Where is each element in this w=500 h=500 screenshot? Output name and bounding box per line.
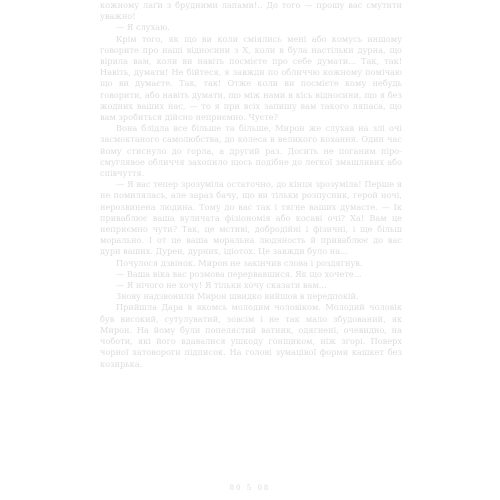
page-number: 80 5 08 xyxy=(229,484,271,492)
paragraph: Почулося дзвінок. Мирон не закінчив слова і роздягнув. xyxy=(116,257,363,268)
body-text xyxy=(100,0,402,370)
paragraph: кожному лаґи з брудними лапами!.. До того — прошу вас смутити уважно! xyxy=(100,0,402,22)
paragraph: Крім того, як що ви коли сміялись мені або комусь иншому говорите про наші відносини з Х, коли в була настільки дурна, що вірила вам, коли ви навіть посмієте про себе думати... Так, так! Навіть, думати! Не бійтеся, я завжди по обличчю кожному помічаю що ви думаєте. Так, так! Отже коли ви посмієте кому небудь говорити, або навіть думати, що між нами в кісь відносини, що я без жодних ваших нас, — то я при всіх запишу вам такого ляпаса, що вам зробиться дійсно неприємно. Чуєте? xyxy=(100,33,402,123)
paragraph: — Ваша віка вас розмова перервавшися. Як що хочете... xyxy=(116,268,362,279)
paragraph: Прийшла Дара в якомсь молодим чоловіком. Молодий чоловік був високий, сутулуватий, зовсім і не так мало збудований, як Мирон. На йому були попелястий ватник, одягнені, очевидно, на чоботи, які його вдавалися ушкоду гонщиком, ніж згорі. Поверх чорної хатовороги підписок. На голові зумацівої форми кашкет без козирька. xyxy=(100,302,402,369)
paragraph: — Я нічого не хочу! Я тільки хочу сказати вам... xyxy=(116,280,327,291)
paragraph: Знову надзвонили Мирон швидко вийшов в передпокій. xyxy=(116,291,359,302)
paragraph: — Я вас тепер зрозуміла остаточно, до кінця зрозуміла! Перше я не помилялась, але зараз бачу, що ви тільки розпусник, герой ночі, нерозвинена людина. Тому до вас так і тягне ваших думасте. — Ік приваблює ваша вуличата фізіономія або косаві очі? Ха! Вам це неприємно чути? Так, це мстиві, добродійні і фізичні, і ще більш морально. І от це ваша моральна людяность й приваблює до вас дурн ваших. Дурен, дурних, ідіотох. Це завжди було на... xyxy=(100,179,402,257)
paragraph: — Я слухаю. xyxy=(116,22,170,33)
paragraph: Вона блідла все більше та більше, Мирон же слухав на злі очі засмоктаного самолюбства, до колеса в великого кохання. Один час йому стиснуло до горла, а другий раз. Досить не поганим піро-смуглявое обличчя захопило щось подібне до легкої змашливих або співчуття. xyxy=(100,123,402,179)
